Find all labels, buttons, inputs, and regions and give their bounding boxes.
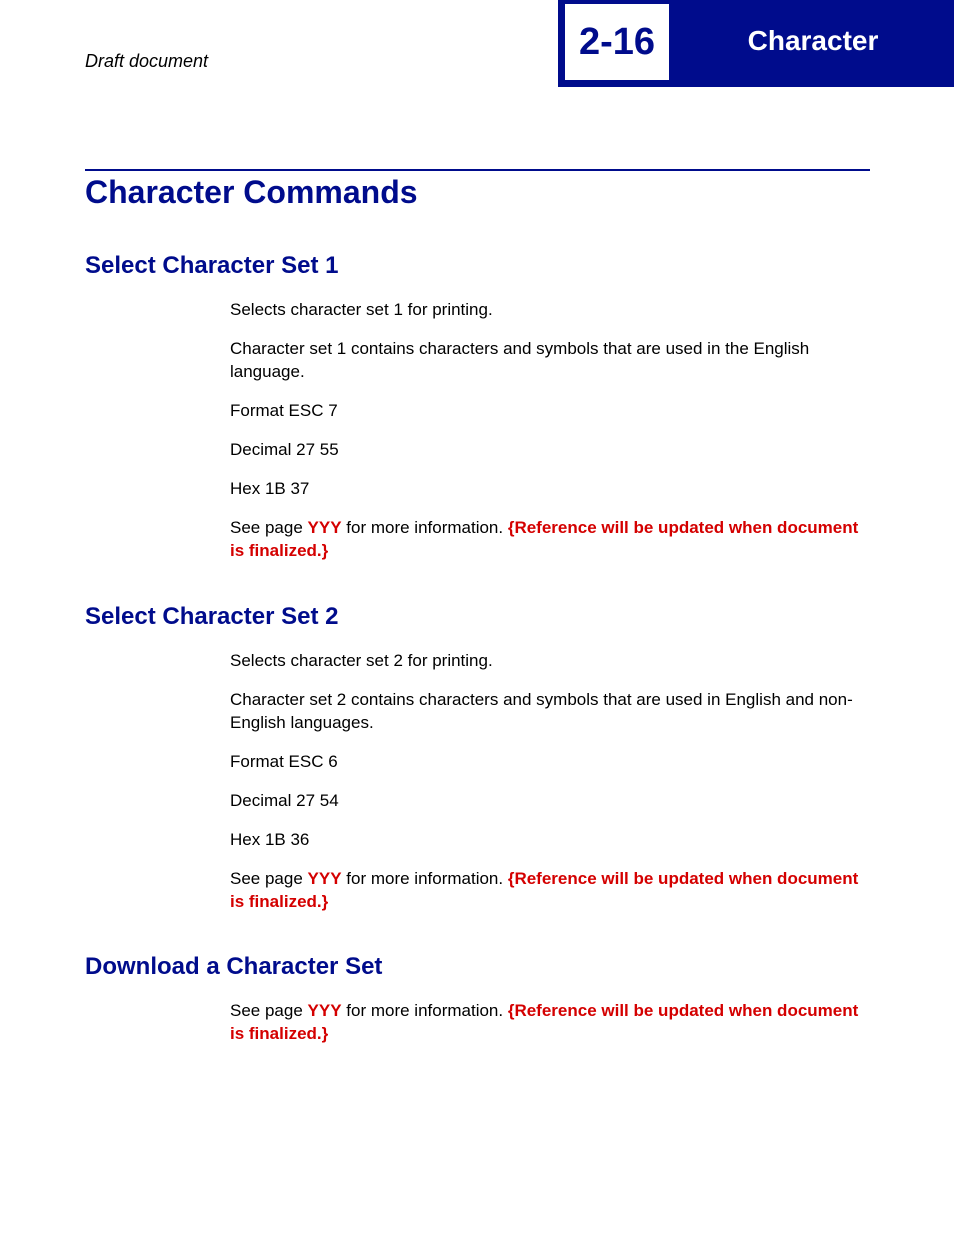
see-suffix: for more information. xyxy=(341,518,508,537)
section-3-reference xyxy=(230,999,870,1045)
section-2-reference xyxy=(230,867,870,913)
see-prefix: See page xyxy=(230,1001,308,1020)
see-prefix: See page xyxy=(230,869,308,888)
section-1-hex: Hex 1B 37 xyxy=(230,479,310,498)
update-note: {Reference will be updated when document is finalized.} xyxy=(230,518,859,560)
section-1-detail: Character set 1 contains characters and symbols that are used in the English language. xyxy=(230,339,810,381)
page-reference-link[interactable]: YYY xyxy=(307,869,342,888)
update-note: {Reference will be updated when document is finalized.} xyxy=(230,869,859,911)
draft-label: Draft document xyxy=(85,51,209,71)
page-title: Character Commands xyxy=(85,174,418,210)
section-2-hex: Hex 1B 36 xyxy=(230,830,310,849)
section-heading-set-1: Select Character Set 1 xyxy=(85,252,339,279)
section-2-format: Format ESC 6 xyxy=(230,752,338,771)
section-2-detail: Character set 2 contains characters and symbols that are used in English and non-English languages. xyxy=(230,690,853,732)
section-2-decimal: Decimal 27 54 xyxy=(230,791,339,810)
page-reference-link[interactable]: YYY xyxy=(307,518,342,537)
chapter-title: Character xyxy=(747,25,879,56)
page-reference-link[interactable]: YYY xyxy=(307,1001,342,1020)
section-heading-set-2: Select Character Set 2 xyxy=(85,603,339,630)
section-1-description: Selects character set 1 for printing. xyxy=(230,300,493,319)
see-prefix: See page xyxy=(230,518,308,537)
page-number: 2-16 xyxy=(565,4,669,80)
section-2-description: Selects character set 2 for printing. xyxy=(230,651,493,670)
update-note: {Reference will be updated when document is finalized.} xyxy=(230,1001,859,1043)
section-1-format: Format ESC 7 xyxy=(230,401,338,420)
section-heading-download: Download a Character Set xyxy=(85,953,383,980)
see-suffix: for more information. xyxy=(341,1001,508,1020)
section-1-reference xyxy=(230,516,870,562)
section-1-decimal: Decimal 27 55 xyxy=(230,440,339,459)
see-suffix: for more information. xyxy=(341,869,508,888)
title-rule xyxy=(85,169,870,171)
